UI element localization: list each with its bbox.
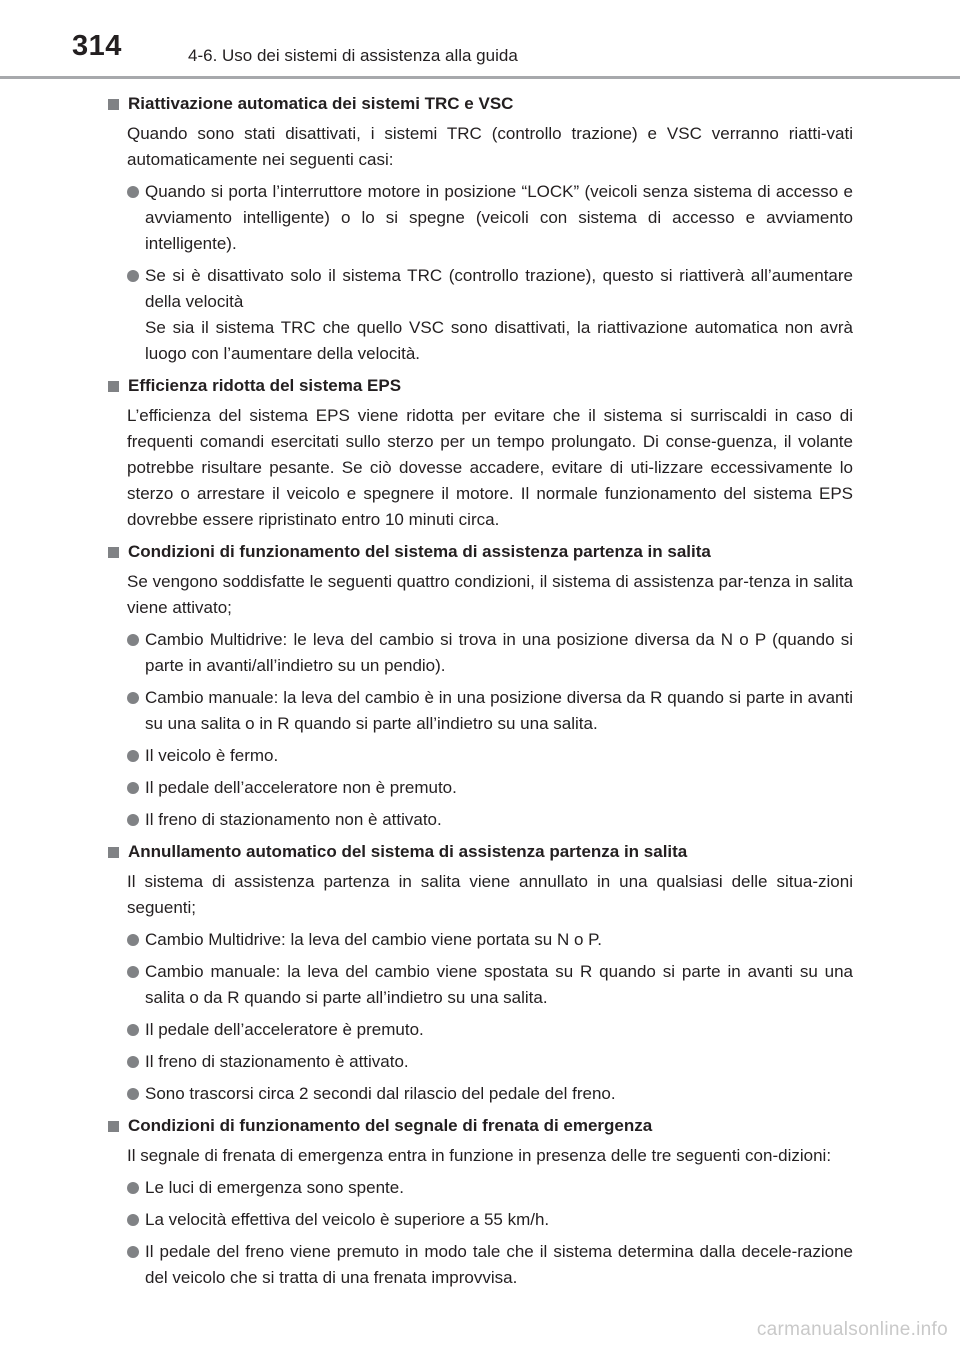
square-bullet-icon bbox=[108, 847, 119, 858]
section bbox=[108, 839, 853, 1107]
list-item bbox=[127, 743, 853, 769]
list-item-text: Il freno di stazionamento non è attivato. bbox=[145, 810, 442, 829]
header-rule bbox=[0, 76, 960, 79]
section bbox=[108, 91, 853, 367]
square-bullet-icon bbox=[108, 1121, 119, 1132]
list-item bbox=[127, 263, 853, 367]
circle-bullet-icon bbox=[127, 750, 139, 762]
section-heading-text: Condizioni di funzionamento del segnale di frenata di emergenza bbox=[128, 1116, 653, 1135]
list-item bbox=[127, 775, 853, 801]
circle-bullet-icon bbox=[127, 1246, 139, 1258]
list-item-text: Il veicolo è fermo. bbox=[145, 746, 279, 765]
list-item bbox=[127, 1207, 853, 1233]
circle-bullet-icon bbox=[127, 1088, 139, 1100]
circle-bullet-icon bbox=[127, 782, 139, 794]
list-item bbox=[127, 179, 853, 257]
square-bullet-icon bbox=[108, 547, 119, 558]
circle-bullet-icon bbox=[127, 270, 139, 282]
circle-bullet-icon bbox=[127, 1182, 139, 1194]
circle-bullet-icon bbox=[127, 934, 139, 946]
page-header bbox=[0, 0, 960, 80]
list-item-text: Sono trascorsi circa 2 secondi dal rilascio del pedale del freno. bbox=[145, 1084, 616, 1103]
section-title: 4-6. Uso dei sistemi di assistenza alla guida bbox=[188, 46, 518, 65]
section-paragraph: Il segnale di frenata di emergenza entra in funzione in presenza delle tre seguenti con-dizioni: bbox=[127, 1146, 832, 1165]
list-item-text: Cambio Multidrive: la leva del cambio viene portata su N o P. bbox=[145, 930, 603, 949]
list-item bbox=[127, 627, 853, 679]
circle-bullet-icon bbox=[127, 1024, 139, 1036]
list-item bbox=[127, 927, 853, 953]
square-bullet-icon bbox=[108, 381, 119, 392]
list-item bbox=[127, 1239, 853, 1291]
list-item-text: Il pedale dell’acceleratore non è premuto. bbox=[145, 778, 457, 797]
list-item bbox=[127, 1081, 853, 1107]
list-item-text: Cambio manuale: la leva del cambio è in una posizione diversa da R quando si parte in avanti su una salita o in R quando si parte all’indietro su una salita. bbox=[145, 688, 853, 733]
list-item-text: Il freno di stazionamento è attivato. bbox=[145, 1052, 409, 1071]
list-item bbox=[127, 807, 853, 833]
list-item-text: Se si è disattivato solo il sistema TRC (controllo trazione), questo si riattiverà all’aumentare della velocità Se sia il sistema TRC che quello VSC sono disattivati, la riattivazione automatica non avrà luogo con l’aumentare della velocità. bbox=[145, 266, 853, 363]
section-heading-text: Annullamento automatico del sistema di assistenza partenza in salita bbox=[128, 842, 688, 861]
circle-bullet-icon bbox=[127, 814, 139, 826]
section-heading bbox=[108, 539, 853, 565]
list-item-text: Il pedale del freno viene premuto in modo tale che il sistema determina dalla decele-razione del veicolo che si tratta di una frenata improvvisa. bbox=[145, 1242, 853, 1287]
section-heading bbox=[108, 839, 853, 865]
section-heading bbox=[108, 373, 853, 399]
list-item-text: Cambio manuale: la leva del cambio viene spostata su R quando si parte in avanti su una salita o da R quando si parte all’indietro su una salita. bbox=[145, 962, 853, 1007]
circle-bullet-icon bbox=[127, 186, 139, 198]
section bbox=[108, 539, 853, 833]
circle-bullet-icon bbox=[127, 1214, 139, 1226]
section-heading bbox=[108, 91, 853, 117]
list-item bbox=[127, 1017, 853, 1043]
section-heading-text: Riattivazione automatica dei sistemi TRC e VSC bbox=[128, 94, 514, 113]
list-item bbox=[127, 1175, 853, 1201]
watermark: carmanualsonline.info bbox=[756, 1319, 948, 1340]
list-item-text: Il pedale dell’acceleratore è premuto. bbox=[145, 1020, 424, 1039]
section-paragraph: Quando sono stati disattivati, i sistemi TRC (controllo trazione) e VSC verranno riatti-vati automaticamente nei seguenti casi: bbox=[127, 124, 853, 169]
list-item bbox=[127, 959, 853, 1011]
section-heading-text: Condizioni di funzionamento del sistema di assistenza partenza in salita bbox=[128, 542, 711, 561]
circle-bullet-icon bbox=[127, 692, 139, 704]
list-item bbox=[127, 685, 853, 737]
section bbox=[108, 373, 853, 533]
section-paragraph: Il sistema di assistenza partenza in salita viene annullato in una qualsiasi delle situa-zioni seguenti; bbox=[127, 872, 853, 917]
list-item-text: Le luci di emergenza sono spente. bbox=[145, 1178, 404, 1197]
page-content bbox=[108, 91, 853, 1297]
section-paragraph: L’efficienza del sistema EPS viene ridotta per evitare che il sistema si surriscaldi in caso di frequenti comandi esercitati sullo sterzo per un tempo prolungato. Di conse-guenza, il volante potrebbe risultare pesante. Se ciò dovesse accadere, evitare di uti-lizzare eccessivamente lo sterzo o arrestare il veicolo e spegnere il motore. Il normale funzionamento del sistema EPS dovrebbe essere ripristinato entro 10 minuti circa. bbox=[127, 406, 853, 529]
circle-bullet-icon bbox=[127, 1056, 139, 1068]
circle-bullet-icon bbox=[127, 634, 139, 646]
page-number: 314 bbox=[72, 30, 122, 62]
section bbox=[108, 1113, 853, 1291]
list-item-text: Cambio Multidrive: le leva del cambio si trova in una posizione diversa da N o P (quando si parte in avanti/all’indietro su un pendio). bbox=[145, 630, 853, 675]
list-item-text: Quando si porta l’interruttore motore in posizione “LOCK” (veicoli senza sistema di accesso e avviamento intelligente) o lo si spegne (veicoli con sistema di accesso e avviamento intelligente). bbox=[145, 182, 853, 253]
section-heading-text: Efficienza ridotta del sistema EPS bbox=[128, 376, 402, 395]
section-heading bbox=[108, 1113, 853, 1139]
circle-bullet-icon bbox=[127, 966, 139, 978]
square-bullet-icon bbox=[108, 99, 119, 110]
list-item bbox=[127, 1049, 853, 1075]
section-paragraph: Se vengono soddisfatte le seguenti quattro condizioni, il sistema di assistenza par-tenza in salita viene attivato; bbox=[127, 572, 853, 617]
list-item-text: La velocità effettiva del veicolo è superiore a 55 km/h. bbox=[145, 1210, 550, 1229]
